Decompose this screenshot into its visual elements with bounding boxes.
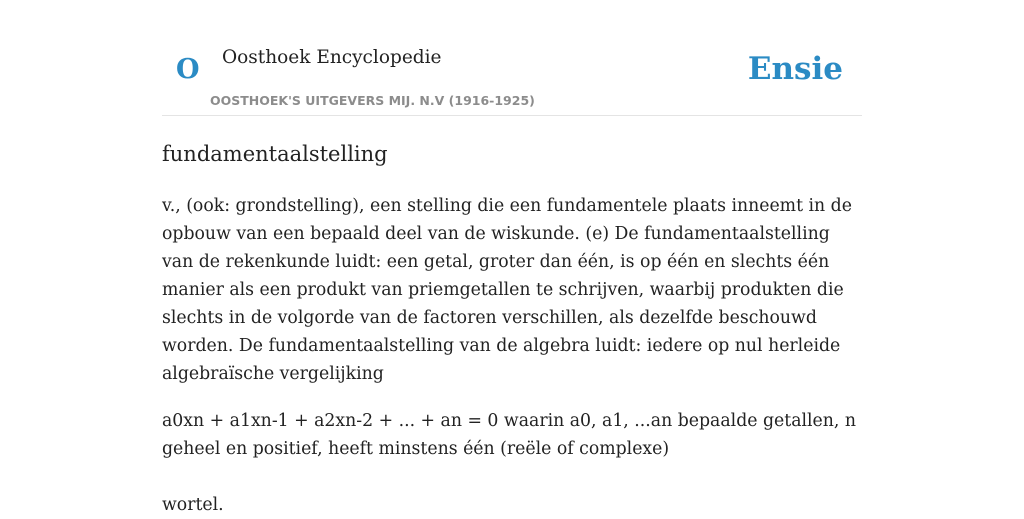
brand-logo-link[interactable]: Ensie <box>747 51 843 87</box>
source-subtitle: OOSTHOEK'S UITGEVERS MIJ. N.V (1916-1925) <box>210 93 535 108</box>
entry-headword: fundamentaalstelling <box>162 142 388 166</box>
entry-paragraph: v., (ook: grondstelling), een stelling die een fundamentele plaats inneemt in de opbouw van een bepaald deel van de wiskunde. (e) De fundamentaalstelling van de rekenkunde luidt: een getal, groter dan één, is op één en slechts één manier als een produkt van priemgetallen te schrijven, waarbij produkten die slechts in de volgorde van de factoren verschillen, als dezelfde beschouwd worden. De fundamentaalstelling van de algebra luidt: iedere op nul herleide algebraïsche vergelijking <box>162 196 852 384</box>
source-header <box>162 0 862 116</box>
source-title[interactable]: Oosthoek Encyclopedie <box>222 47 442 68</box>
source-logo: O <box>176 54 200 85</box>
entry-formula-paragraph: a0xn + a1xn-1 + a2xn-2 + ... + an = 0 waarin a0, a1, ...an bepaalde getallen, n geheel en positief, heeft minstens één (reële of complexe) <box>162 411 857 459</box>
page <box>162 0 862 515</box>
entry-paragraph-end: wortel. <box>162 495 224 515</box>
